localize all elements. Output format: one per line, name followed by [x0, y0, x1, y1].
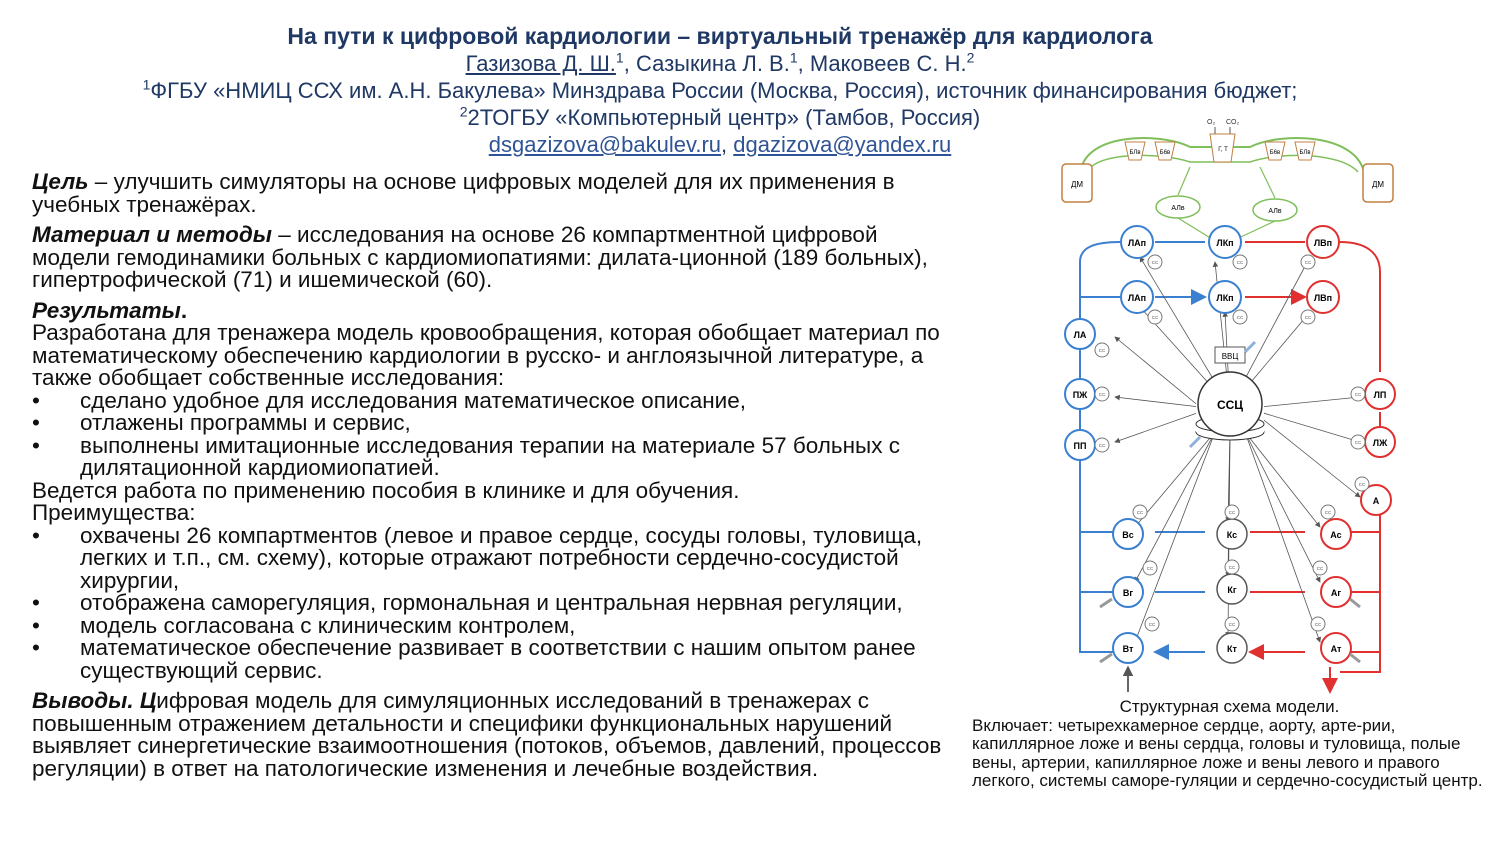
- cc-label: СС: [1304, 260, 1312, 265]
- list-item: • математическое обеспечение развивает в соответствии с нашим опытом ранее существующий сервис.: [32, 637, 957, 682]
- cup-label: Г, Т: [1218, 147, 1228, 153]
- node-label: ЛВп: [1313, 238, 1333, 248]
- results-heading: Результаты.: [32, 297, 188, 323]
- diagram-caption: [972, 698, 1487, 791]
- list-item: • модель согласована с клиническим контролем,: [32, 615, 957, 638]
- node-label: Вс: [1122, 530, 1134, 540]
- svg-text:АЛв: АЛв: [1171, 205, 1185, 212]
- affiliation-2: $^2$2ТОГБУ «Компьютерный центр» (Тамбов, Россия): [459, 103, 981, 130]
- cup-label: Б6в: [1159, 150, 1171, 156]
- node-label: Аг: [1330, 588, 1342, 598]
- conclusions-paragraph: Выводы. Цифровая модель для симуляционных исследований в тренажерах с повышенным отражением детальности и специфики функциональных нарушений выявляет синергетические взаимоотношения (потоков, объемов, давлений, процессов регуляции) в ответ на патологические изменения и лечебные воздействия.: [32, 688, 942, 781]
- node-label: Кт: [1227, 644, 1237, 654]
- node-label: ЛЖ: [1372, 438, 1388, 448]
- node-label: Вт: [1122, 644, 1134, 654]
- node-label: ЛКп: [1216, 293, 1234, 303]
- node-label: Кг: [1227, 585, 1237, 595]
- cup-label: Б6в: [1269, 150, 1281, 156]
- list-item: • отображена саморегуляция, гормональная и центральная нервная регуляции,: [32, 592, 957, 615]
- email-link-2[interactable]: dgazizova@yandex.ru: [733, 132, 952, 157]
- caption-text: Включает: четырехкамерное сердце, аорту, арте-рии, капиллярное ложе и вены сердца, головы и туловища, полые вены, артерии, капиллярное ложе и вены левого и правого легкого, системы саморе-гуляции и сердечно-сосудистый центр.: [972, 715, 1483, 790]
- methods-paragraph: Материал и методы – исследования на основе 26 компартментной цифровой модели гемодинамики больных с кардиомиопатиями: дилата-ционной (189 больных), гипертрофической (71) и ишемической (60).: [32, 222, 928, 292]
- cc-label: СС: [1151, 260, 1159, 265]
- cc-label: СС: [1354, 440, 1362, 445]
- cup-label: БЛв: [1129, 150, 1141, 156]
- authors: Газизова Д. Ш.$^1$, Сазыкина Л. В.$^1$, Маковеев С. Н.$^2$: [465, 49, 975, 76]
- cc-label: СС: [1314, 622, 1322, 627]
- list-item: • охвачены 26 компартментов (левое и правое сердце, сосуды головы, туловища, легких и т.п., см. схему), которые отражают потребности сердечно-сосудистой хирургии,: [32, 525, 957, 593]
- node-label: А: [1372, 496, 1380, 506]
- cc-label: СС: [1236, 260, 1244, 265]
- list-item: • сделано удобное для исследования математическое описание,: [32, 390, 957, 413]
- cc-label: СС: [1098, 392, 1106, 397]
- node-label: ЛАп: [1127, 238, 1147, 248]
- methods-label: Материал и методы: [32, 222, 273, 247]
- o2-label: O₂: [1207, 119, 1216, 126]
- cc-label: СС: [1354, 392, 1362, 397]
- node-label: Ат: [1330, 644, 1342, 654]
- cc-label: СС: [1358, 482, 1366, 487]
- advantages-list: [32, 522, 957, 683]
- affiliation-1: $^1$ФГБУ «НМИЦ ССХ им. А.Н. Бакулева» Минздрава России (Москва, Россия), источник финансирования бюджет;: [142, 76, 1298, 103]
- cc-label: СС: [1228, 510, 1236, 515]
- cc-label: СС: [1316, 566, 1324, 571]
- cc-label: СС: [1228, 622, 1236, 627]
- goal-paragraph: Цель – улучшить симуляторы на основе цифровых моделей для их применения в учебных тренажёрах.: [32, 169, 895, 217]
- node-label: ЛА: [1073, 330, 1087, 340]
- list-item: • отлажены программы и сервис,: [32, 412, 957, 435]
- cc-label: СС: [1324, 510, 1332, 515]
- node-label: ЛКп: [1216, 238, 1234, 248]
- cup-label: БЛв: [1299, 150, 1311, 156]
- node-label: ЛВп: [1313, 293, 1333, 303]
- paper-title: На пути к цифровой кардиологии – виртуальный тренажёр для кардиолога: [287, 23, 1153, 49]
- caption-title: Структурная схема модели.: [1119, 697, 1340, 716]
- main-text: [32, 171, 957, 780]
- cc-label: СС: [1236, 315, 1244, 320]
- node-label: Кс: [1226, 530, 1238, 540]
- svg-text:АЛв: АЛв: [1268, 208, 1282, 215]
- emails: dsgazizova@bakulev.ru, dgazizova@yandex.ru: [488, 132, 952, 157]
- vvc-label: ВВЦ: [1221, 352, 1239, 361]
- node-label: Вг: [1122, 588, 1134, 598]
- cc-label: СС: [1098, 443, 1106, 448]
- dm-left-label: ДМ: [1070, 180, 1084, 189]
- work-paragraph: Ведется работа по применению пособия в клинике и для обучения.: [32, 477, 740, 503]
- ssc-label: ССЦ: [1216, 398, 1244, 412]
- model-structure-diagram: [1040, 112, 1400, 694]
- co2-label: CO₂: [1226, 119, 1240, 126]
- node-label: ЛП: [1373, 390, 1387, 400]
- results-list: [32, 387, 957, 480]
- author-3: , Маковеев С. Н.: [797, 51, 967, 76]
- conclusions-label: Выводы. Ц: [32, 688, 157, 713]
- cc-label: СС: [1146, 566, 1154, 571]
- author-1: Газизова Д. Ш.: [465, 51, 616, 76]
- cc-label: СС: [1151, 315, 1159, 320]
- node-label: ПП: [1073, 441, 1087, 451]
- node-label: ПЖ: [1072, 390, 1088, 400]
- dm-right-label: ДМ: [1371, 180, 1385, 189]
- list-item: • выполнены имитационные исследования терапии на материале 57 больных с дилятационной кардиомиопатией.: [32, 435, 957, 480]
- cc-label: СС: [1304, 315, 1312, 320]
- node-label: Ас: [1330, 530, 1342, 540]
- cc-label: СС: [1148, 622, 1156, 627]
- author-2: , Сазыкина Л. В.: [623, 51, 790, 76]
- cc-label: СС: [1136, 510, 1144, 515]
- cc-label: СС: [1228, 565, 1236, 570]
- cc-label: СС: [1098, 348, 1106, 353]
- node-label: ЛАп: [1127, 293, 1147, 303]
- email-link-1[interactable]: dsgazizova@bakulev.ru: [488, 132, 722, 157]
- goal-label: Цель: [32, 169, 89, 194]
- results-intro: Разработана для тренажера модель кровообращения, которая обобщает материал по математическому обеспечению кардиологии в русско- и англоязычной литературе, а также обобщает собственные исследования:: [32, 320, 940, 390]
- advantages-label: Преимущества:: [32, 500, 196, 525]
